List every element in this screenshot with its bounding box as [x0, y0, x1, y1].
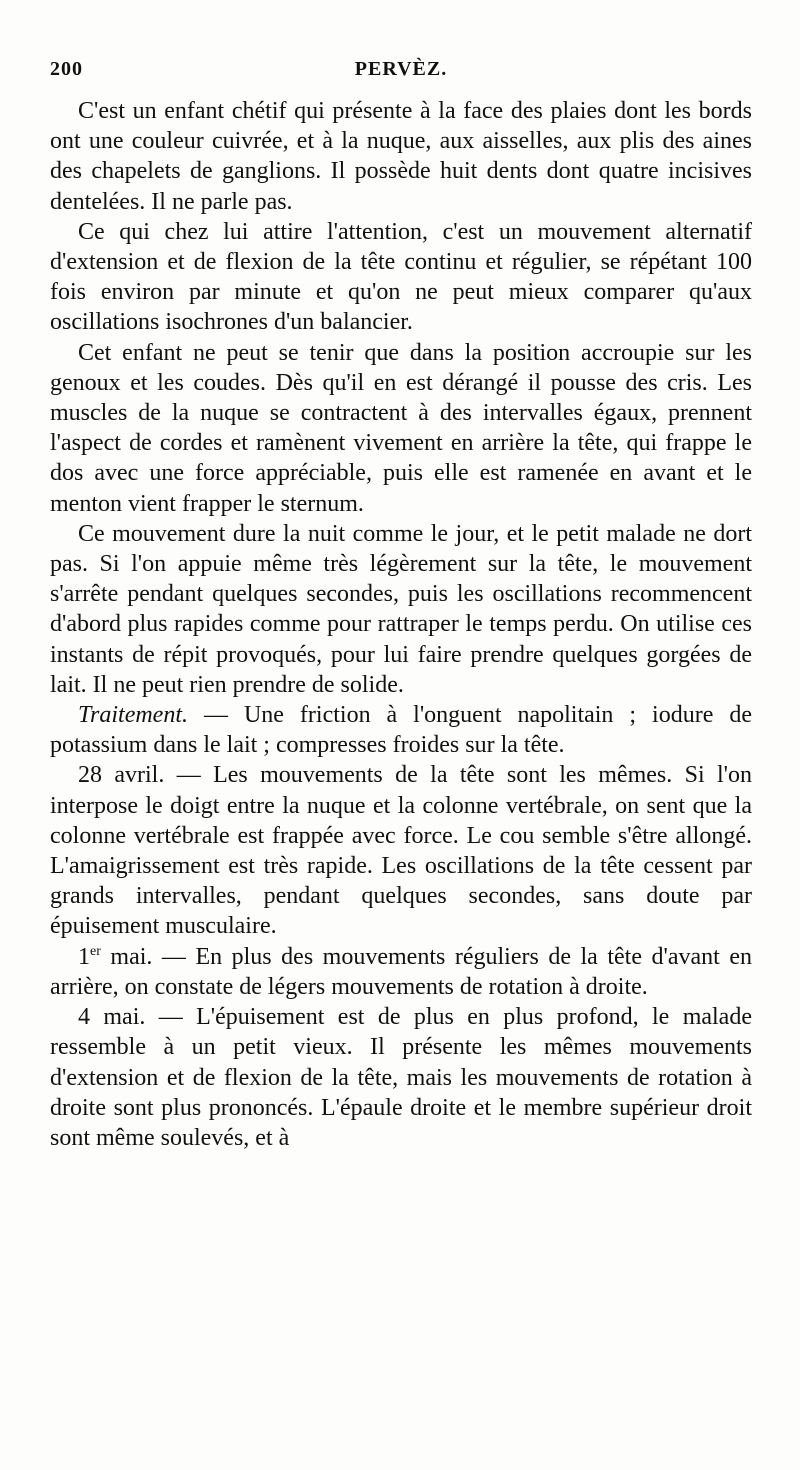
paragraph-treatment — [50, 700, 752, 760]
paragraph-text: C'est un enfant chétif qui présente à la face des plaies dont les bords ont une couleur cuivrée, et à la nuque, aux aisselles, aux plis des aines des chapelets de ganglions. Il possède huit dents dont quatre incisives dentelées. Il ne parle pas. — [50, 98, 752, 215]
paragraph — [50, 519, 752, 700]
paragraph-text: Ce mouvement dure la nuit comme le jour, et le petit malade ne dort pas. Si l'on appuie même très légèrement sur la tête, le mouvement s'arrête pendant quelques secondes, puis les oscillations recommencent d'abord plus rapides comme pour rattraper le temps perdu. On utilise ces instants de répit provoqués, pour lui faire prendre quelques gorgées de lait. Il ne peut rien prendre de solide. — [50, 520, 752, 698]
paragraph-dated-entry — [50, 942, 752, 1002]
paragraph-text: Ce qui chez lui attire l'attention, c'est un mouvement alternatif d'extension et de flexion de la tête continu et régulier, se répétant 100 fois environ par minute et qu'on ne peut mieux comparer qu'aux oscillations isochrones d'un balancier. — [50, 218, 752, 336]
section-label-text: Traitement. — [78, 702, 189, 729]
paragraph-dated-entry — [50, 760, 752, 941]
paragraph — [50, 217, 752, 338]
running-head: PERVÈZ. — [354, 58, 448, 80]
page-header — [50, 58, 752, 88]
paragraph — [50, 338, 752, 519]
paragraph — [50, 96, 752, 217]
paragraph-text: — Les mouvements de la tête sont les mêmes. Si l'on interpose le doigt entre la nuque et la colonne vertébrale, on sent que la colonne vertébrale est frappée avec force. Le cou semble s'être allongé. L'amaigrissement est très rapide. Les oscillations de la tête cessent par grands intervalles, pendant quelques secondes, sans doute par épuisement musculaire. — [50, 762, 752, 940]
entry-date-number: 1 — [78, 943, 90, 970]
entry-date-superscript: er — [90, 943, 101, 959]
entry-date: 28 avril. — [78, 762, 165, 789]
body-text — [50, 96, 752, 1153]
entry-date — [78, 944, 152, 970]
paragraph-text: — Une friction à l'onguent napolitain ; iodure de potassium dans le lait ; compresses froides sur la tête. — [50, 702, 752, 759]
section-label — [78, 702, 188, 728]
entry-date: 4 mai. — [78, 1004, 146, 1031]
paragraph-text: Cet enfant ne peut se tenir que dans la position accroupie sur les genoux et les coudes. Dès qu'il en est dérangé il pousse des cris. Les muscles de la nuque se contractent à des intervalles égaux, prennent l'aspect de cordes et ramènent vivement en arrière la tête, qui frappe le dos avec une force appréciable, puis elle est ramenée en avant et le menton vient frapper le sternum. — [50, 339, 752, 517]
paragraph-text: — L'épuisement est de plus en plus profond, le malade ressemble à un petit vieux. Il présente les mêmes mouvements d'extension et de flexion de la tête, mais les mouvements de rotation à droite sont plus prononcés. L'épaule droite et le membre supérieur droit sont même soulevés, et à — [50, 1004, 752, 1151]
paragraph-dated-entry — [50, 1002, 752, 1153]
page-number: 200 — [50, 58, 83, 80]
paragraph-text: — En plus des mouvements réguliers de la tête d'avant en arrière, on constate de légers mouvements de rotation à droite. — [50, 943, 752, 1000]
entry-date-month: mai. — [100, 943, 153, 970]
